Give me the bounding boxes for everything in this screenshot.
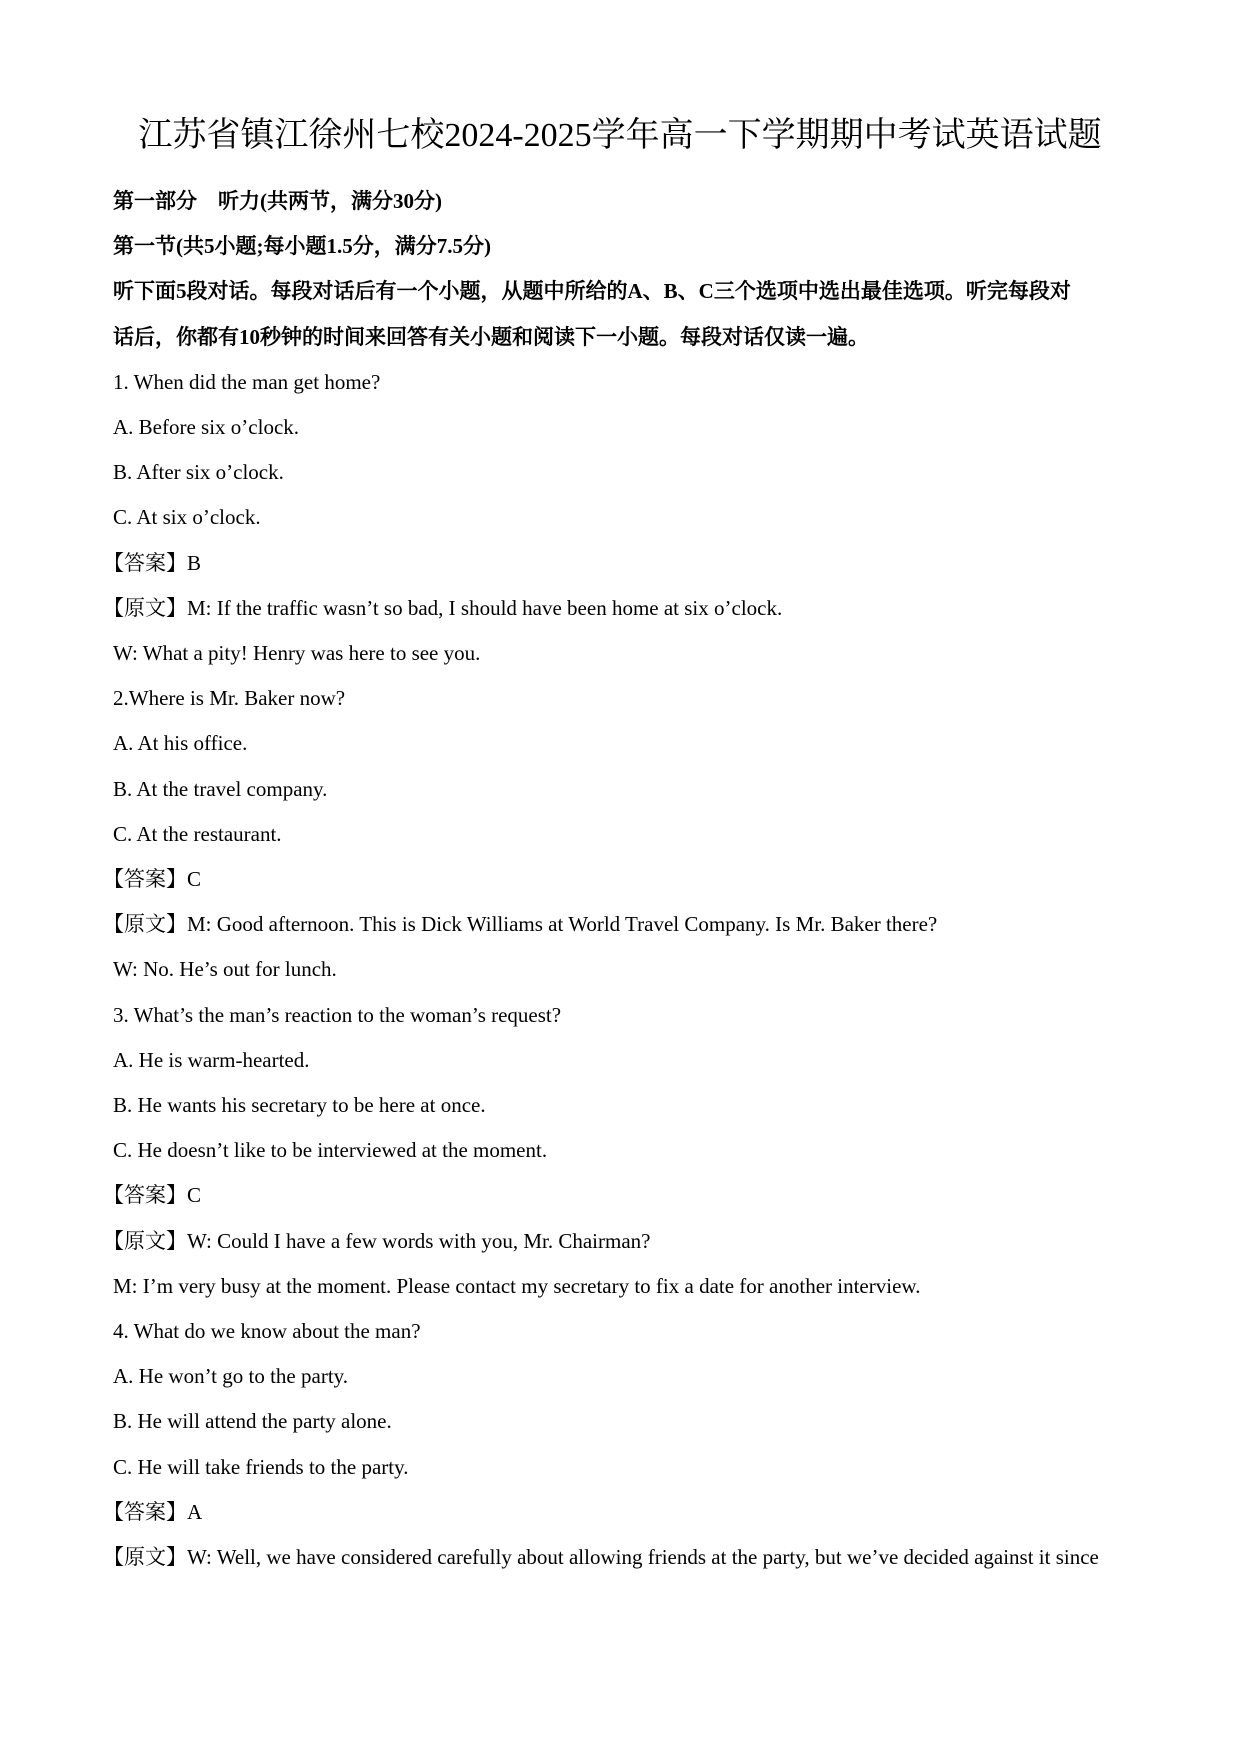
instructions-line: 听下面5段对话。每段对话后有一个小题，从题中所给的A、B、C三个选项中选出最佳选项。听完每段对 — [113, 279, 1071, 304]
answer-tag: 【答案】 — [103, 1183, 187, 1208]
transcript-tag: 【原文】 — [103, 1545, 187, 1570]
question-stem: 2.Where is Mr. Baker now? — [113, 686, 346, 711]
question-stem: 3. What’s the man’s reaction to the woman’s request? — [113, 1002, 562, 1027]
answer-tag: 【答案】 — [103, 867, 187, 892]
answer-option: C. He doesn’t like to be interviewed at the moment. — [113, 1138, 548, 1163]
answer-option: A. He won’t go to the party. — [113, 1364, 349, 1389]
transcript-text: W: Could I have a few words with you, Mr. Chairman? — [187, 1228, 651, 1253]
transcript-text: W: What a pity! Henry was here to see you. — [113, 641, 481, 666]
transcript-line — [103, 1219, 1143, 1264]
instructions-line: 话后，你都有10秒钟的时间来回答有关小题和阅读下一小题。每段对话仅读一遍。 — [113, 324, 869, 349]
part-heading: 第一部分 听力(共两节，满分30分) — [113, 189, 442, 213]
answer-tag: 【答案】 — [103, 1499, 187, 1524]
question-stem: 1. When did the man get home? — [113, 369, 381, 394]
answer-tag: 【答案】 — [103, 550, 187, 575]
answer-key-line — [103, 1490, 1143, 1535]
transcript-text: W: No. He’s out for lunch. — [113, 957, 337, 982]
answer-letter: C — [187, 867, 202, 892]
answer-option: B. He wants his secretary to be here at once. — [113, 1093, 486, 1118]
question-stem: 4. What do we know about the man? — [113, 1319, 421, 1344]
answer-key-line — [103, 1173, 1143, 1218]
answer-key-line — [103, 857, 1143, 902]
transcript-tag: 【原文】 — [103, 595, 187, 620]
document-title: 江苏省镇江徐州七校2024-2025学年高一下学期期中考试英语试题 — [138, 117, 1102, 154]
section-heading: 第一节(共5小题;每小题1.5分，满分7.5分) — [113, 234, 491, 259]
transcript-tag: 【原文】 — [103, 1228, 187, 1253]
answer-option: B. He will attend the party alone. — [113, 1409, 392, 1434]
transcript-text: W: Well, we have considered carefully about allowing friends at the party, but we’ve decided against it since — [187, 1545, 1099, 1570]
answer-option: A. At his office. — [113, 731, 248, 756]
answer-letter: C — [187, 1183, 202, 1208]
answer-key-line — [103, 541, 1143, 586]
answer-option: A. Before six o’clock. — [113, 415, 300, 440]
transcript-line — [103, 1535, 1143, 1580]
document-body — [103, 179, 1143, 1580]
answer-option: C. At six o’clock. — [113, 505, 261, 530]
answer-letter: B — [187, 550, 202, 575]
answer-option: C. He will take friends to the party. — [113, 1454, 409, 1479]
transcript-line — [103, 586, 1143, 631]
answer-letter: A — [187, 1499, 203, 1524]
transcript-tag: 【原文】 — [103, 912, 187, 937]
transcript-text: M: Good afternoon. This is Dick Williams at World Travel Company. Is Mr. Baker there? — [187, 912, 938, 937]
answer-option: B. At the travel company. — [113, 776, 328, 801]
transcript-line — [103, 902, 1143, 947]
answer-option: A. He is warm-hearted. — [113, 1047, 310, 1072]
transcript-text: M: I’m very busy at the moment. Please contact my secretary to fix a date for another interview. — [113, 1273, 921, 1298]
answer-option: B. After six o’clock. — [113, 460, 284, 485]
answer-option: C. At the restaurant. — [113, 821, 282, 846]
transcript-text: M: If the traffic wasn’t so bad, I should have been home at six o’clock. — [187, 595, 783, 620]
